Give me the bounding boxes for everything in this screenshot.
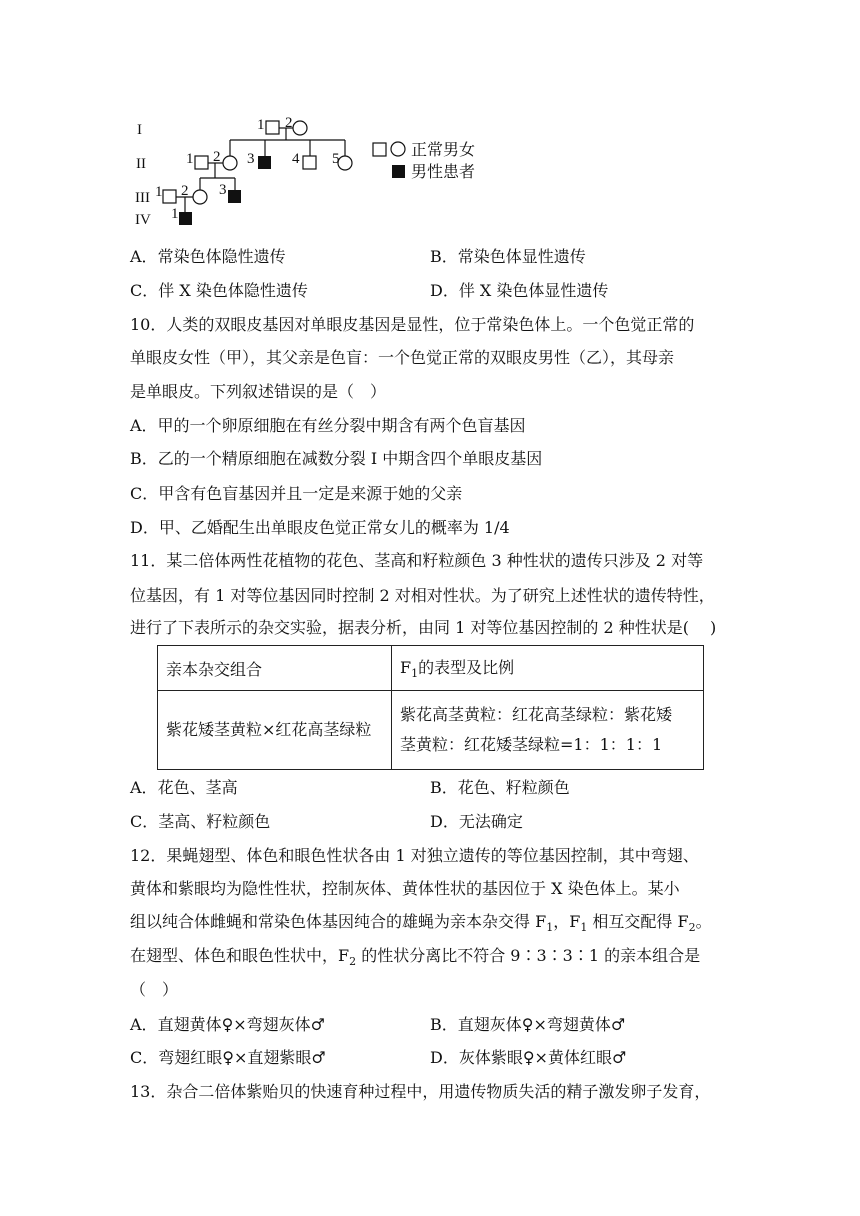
gen-label-I: I xyxy=(137,122,142,138)
q10-option-d[interactable]: D．甲、乙婚配生出单眼皮色觉正常女儿的概率为 1/4 xyxy=(130,518,510,537)
q10-stem-line-3: 是单眼皮。下列叙述错误的是（ ） xyxy=(130,382,387,401)
gen-label-II: II xyxy=(136,156,146,172)
cross-table-result-line-2: 茎黄粒：红花矮茎绿粒=1：1：1：1 xyxy=(400,735,663,754)
q12-option-c[interactable] xyxy=(130,1046,326,1070)
num-IV1: 1 xyxy=(171,206,179,222)
gen-label-IV: IV xyxy=(135,212,151,228)
num-III2: 2 xyxy=(181,183,189,199)
pedigree-III1-male xyxy=(163,190,176,203)
q12-option-d-text: 灰体紫眼♀×黄体红眼♂ xyxy=(458,1048,627,1067)
q12-option-a-text: 直翅黄体♀×弯翅灰体♂ xyxy=(157,1015,326,1034)
num-II4: 4 xyxy=(292,151,300,167)
q9-option-c[interactable] xyxy=(130,279,308,303)
q12-stem-line-1: 12．果蝇翅型、体色和眼色性状各由 1 对独立遗传的等位基因控制，其中弯翅、 xyxy=(130,846,699,865)
q12-line3-sub-2: 1 xyxy=(580,921,588,935)
q11-stem-line-2: 位基因，有 1 对等位基因同时控制 2 对相对性状。为了研究上述性状的遗传特性， xyxy=(130,586,715,605)
q9-option-c-text: 伴 X 染色体隐性遗传 xyxy=(158,281,308,300)
q11-option-d-text: 无法确定 xyxy=(458,812,523,831)
cross-table-result xyxy=(392,691,704,770)
legend-normal-female xyxy=(391,142,405,156)
cross-table-row xyxy=(158,691,704,770)
q12-option-a[interactable] xyxy=(130,1013,325,1037)
pedigree-IV1-affected-male xyxy=(179,212,192,225)
q11-option-a[interactable] xyxy=(130,776,238,800)
q12-line3-part-d: 。 xyxy=(695,912,712,931)
q9-option-d[interactable] xyxy=(430,279,608,303)
q9-option-b[interactable] xyxy=(430,245,586,269)
q10-option-a[interactable]: A．甲的一个卵原细胞在有丝分裂中期含有两个色盲基因 xyxy=(130,416,526,435)
q12-option-d[interactable] xyxy=(430,1046,626,1070)
f-subscript: 1 xyxy=(411,667,419,681)
q9-option-d-text: 伴 X 染色体显性遗传 xyxy=(458,281,609,300)
num-III1: 1 xyxy=(155,184,163,200)
q12-option-b-text: 直翅灰体♀×弯翅黄体♂ xyxy=(457,1015,626,1034)
q11-option-c[interactable] xyxy=(130,810,270,834)
num-I2: 2 xyxy=(285,115,293,131)
q12-line4-part-a: 在翅型、体色和眼色性状中，F xyxy=(130,946,350,965)
pedigree-III2-female xyxy=(193,190,207,204)
q12-line3-sub-1: 1 xyxy=(546,921,554,935)
cross-table-header-cross: 亲本杂交组合 xyxy=(158,646,392,691)
q11-option-a-text: 花色、茎高 xyxy=(157,778,238,797)
q9-option-a-letter: A． xyxy=(130,247,158,266)
pedigree-II5-female xyxy=(338,156,352,170)
pedigree-I1-male xyxy=(266,121,279,134)
f-label: F xyxy=(400,658,412,678)
q13-stem-line-1: 13．杂合二倍体紫贻贝的快速育种过程中，用遗传物质失活的精子激发卵子发育， xyxy=(130,1082,711,1101)
legend-affected-label: 男性患者 xyxy=(411,164,476,181)
q9-option-b-text: 常染色体显性遗传 xyxy=(457,247,586,266)
cross-table-header-f1 xyxy=(392,646,704,691)
q11-option-b[interactable] xyxy=(430,776,570,800)
num-II1: 1 xyxy=(186,151,194,167)
pedigree-II4-male xyxy=(303,156,316,169)
pedigree-II3-affected-male xyxy=(258,156,271,169)
q11-option-c-text: 茎高、籽粒颜色 xyxy=(158,812,271,831)
num-I1: 1 xyxy=(257,117,265,133)
q9-option-a-text: 常染色体隐性遗传 xyxy=(157,247,286,266)
q12-line3-part-b: ，F xyxy=(553,912,581,931)
pedigree-II2-female xyxy=(223,156,237,170)
q12-line3-sub-3: 2 xyxy=(688,921,696,935)
pedigree-III3-affected-male xyxy=(228,190,241,203)
q11-option-b-text: 花色、籽粒颜色 xyxy=(457,778,570,797)
q12-line4-sub: 2 xyxy=(349,955,357,969)
q9-option-d-letter: D． xyxy=(430,281,459,300)
q12-option-b[interactable] xyxy=(430,1013,625,1037)
f1-header-rest: 的表型及比例 xyxy=(418,658,515,678)
q9-option-c-letter: C． xyxy=(130,281,159,300)
q12-line4-part-b: 的性状分离比不符合 9∶3∶3∶1 的亲本组合是 xyxy=(356,946,701,965)
q11-option-d[interactable] xyxy=(430,810,523,834)
num-III3: 3 xyxy=(219,182,227,198)
cross-table-header-row xyxy=(158,646,704,691)
q11-option-c-letter: C． xyxy=(130,812,159,831)
legend-affected-male xyxy=(392,165,405,178)
q12-stem-line-5: （ ） xyxy=(130,980,179,999)
pedigree-I2-female xyxy=(293,121,307,135)
num-II3: 3 xyxy=(247,151,255,167)
q12-stem-line-4 xyxy=(130,944,700,974)
gen-label-III: III xyxy=(135,190,150,206)
q12-stem-line-3 xyxy=(130,910,712,940)
num-II5: 5 xyxy=(332,151,340,167)
legend-normal-male xyxy=(373,143,386,156)
q12-line3-part-a: 组以纯合体雌蝇和常染色体基因纯合的雄蝇为亲本杂交得 F xyxy=(130,912,547,931)
q11-stem-line-1: 11．某二倍体两性花植物的花色、茎高和籽粒颜色 3 种性状的遗传只涉及 2 对等 xyxy=(130,551,704,570)
q12-option-a-letter: A． xyxy=(130,1015,158,1034)
q11-option-d-letter: D． xyxy=(430,812,459,831)
cross-table xyxy=(157,645,704,770)
pedigree-chart xyxy=(0,100,860,340)
q11-option-a-letter: A． xyxy=(130,778,158,797)
q12-option-c-text: 弯翅红眼♀×直翅紫眼♂ xyxy=(158,1048,326,1067)
q10-option-c[interactable]: C．甲含有色盲基因并且一定是来源于她的父亲 xyxy=(130,484,463,503)
q12-option-c-letter: C． xyxy=(130,1048,159,1067)
q12-option-d-letter: D． xyxy=(430,1048,459,1067)
q11-stem-line-3: 进行了下表所示的杂交实验，据表分析，由同 1 对等位基因控制的 2 种性状是( ) xyxy=(130,618,717,637)
q12-line3-part-c: 相互交配得 F xyxy=(587,912,689,931)
num-II2: 2 xyxy=(213,149,221,165)
cross-table-result-line-1: 紫花高茎黄粒：红花高茎绿粒：紫花矮 xyxy=(400,705,673,724)
q12-stem-line-2: 黄体和紫眼均为隐性性状，控制灰体、黄体性状的基因位于 X 染色体上。某小 xyxy=(130,879,680,898)
q10-stem-line-2: 单眼皮女性（甲），其父亲是色盲：一个色觉正常的双眼皮男性（乙），其母亲 xyxy=(130,348,675,367)
q11-option-b-letter: B． xyxy=(430,778,458,797)
q12-option-b-letter: B． xyxy=(430,1015,458,1034)
q9-option-b-letter: B． xyxy=(430,247,458,266)
q10-stem-line-1: 10．人类的双眼皮基因对单眼皮基因是显性，位于常染色体上。一个色觉正常的 xyxy=(130,315,695,334)
cross-table-parents: 紫花矮茎黄粒×红花高茎绿粒 xyxy=(158,691,392,770)
legend-normal-label: 正常男女 xyxy=(411,142,476,159)
pedigree-II1-male xyxy=(195,156,208,169)
q10-option-b[interactable]: B．乙的一个精原细胞在减数分裂 I 中期含四个单眼皮基因 xyxy=(130,449,543,468)
q9-option-a[interactable] xyxy=(130,245,286,269)
